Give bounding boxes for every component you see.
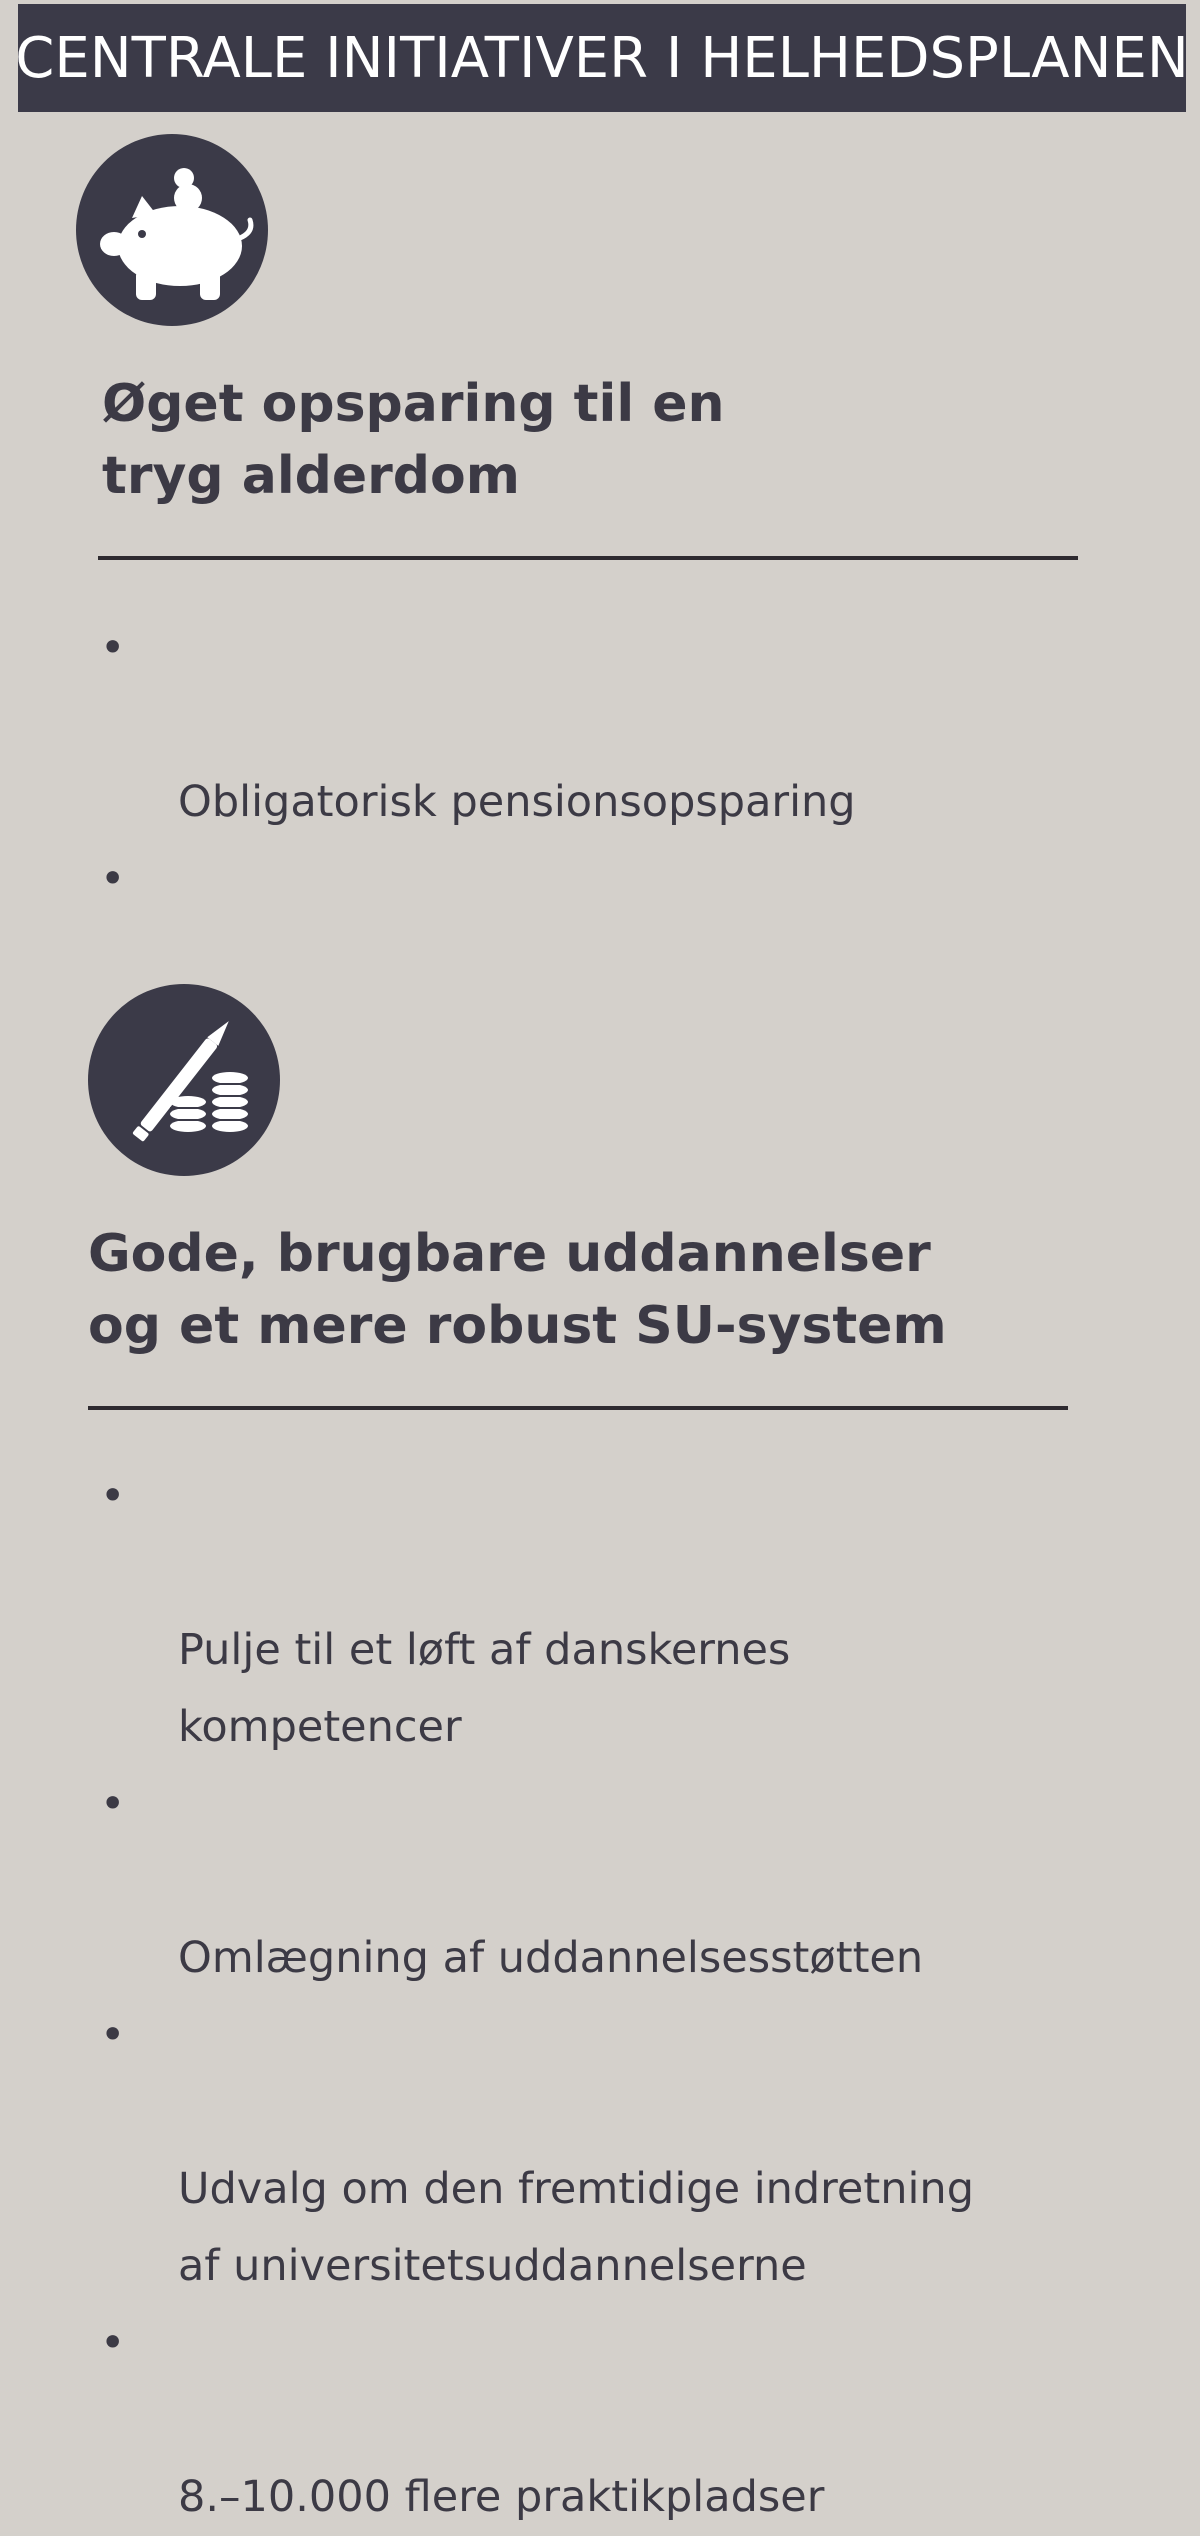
list-item: [98, 2305, 1098, 2536]
section-1-title: [102, 368, 1002, 512]
bullet-text: Omlægning af uddannelsesstøtten: [178, 1933, 924, 1983]
bullet-text: Udvalg om den fremtidige indretning af universitetsuddannelserne: [178, 2164, 974, 2291]
section-1-title-line-1: Øget opsparing til en: [102, 374, 725, 434]
section-2-title-line-2: og et mere robust SU-system: [88, 1296, 947, 1356]
bullet-icon: •: [100, 1779, 126, 1829]
section-2-divider: [88, 1406, 1068, 1410]
bullet-icon: •: [100, 1471, 126, 1521]
header-banner: [15, 4, 1189, 112]
bullet-text: Obligatorisk pensionsopsparing: [178, 777, 856, 827]
bullet-text: 8.–10.000 flere praktikpladser: [178, 2472, 825, 2522]
pen-and-coins-icon: [88, 984, 280, 1176]
section-2-bullet-list: [98, 1458, 1098, 2536]
bullet-icon: •: [100, 623, 126, 673]
list-item: [98, 1997, 1098, 2305]
bullet-icon: •: [100, 854, 126, 904]
list-item: [98, 1766, 1098, 1997]
page-title: CENTRALE INITIATIVER I HELHEDSPLANEN: [15, 25, 1189, 91]
bullet-icon: •: [100, 2010, 126, 2060]
list-item: [98, 1458, 1098, 1766]
section-1-title-line-2: tryg alderdom: [102, 446, 520, 506]
list-item: [98, 841, 1098, 972]
section-1-divider: [98, 556, 1078, 560]
piggy-bank-icon: [76, 134, 268, 326]
bullet-icon: •: [100, 2318, 126, 2368]
bullet-text: Pulje til et løft af danskernes kompetencer: [178, 1625, 791, 1752]
section-2-title-line-1: Gode, brugbare uddannelser: [88, 1224, 931, 1284]
section-1-bullet-clip: [98, 610, 1098, 972]
section-1-bullet-list: [98, 610, 1098, 972]
section-2-title: [88, 1218, 1088, 1362]
list-item: [98, 610, 1098, 841]
